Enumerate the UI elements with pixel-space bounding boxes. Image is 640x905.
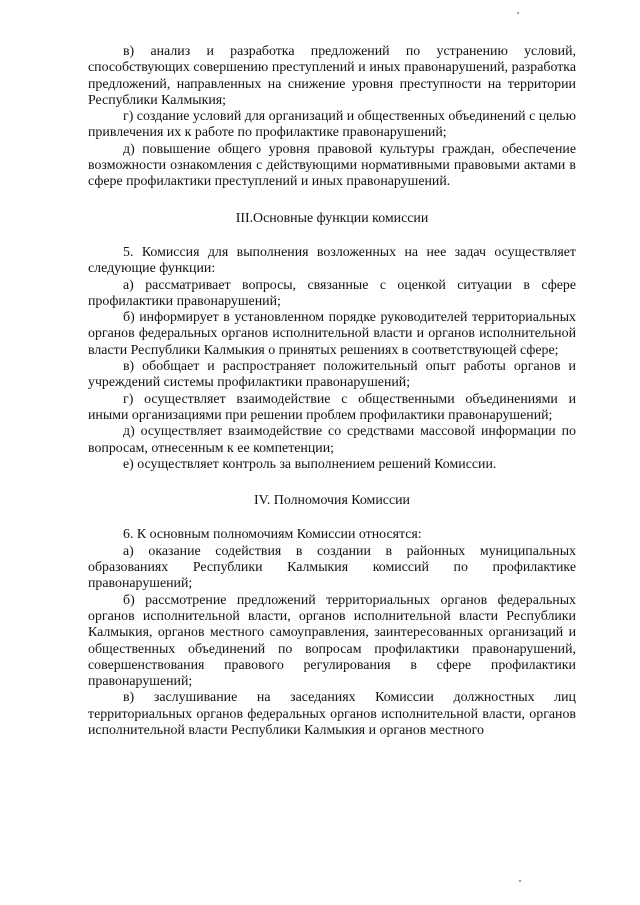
scan-speck	[517, 12, 519, 14]
section-4-heading: IV. Полномочия Комиссии	[254, 493, 410, 509]
paragraph-item-v: в) анализ и разработка предложений по устранению условий, способствующих совершению преступлений и иных правонарушений, разработка предложений, направленных на снижение уровня преступности на территории Республики Калмыкия;	[88, 44, 576, 108]
section-4-item: а) оказание содействия в создании в районных муниципальных образованиях Республики Калмыкия комиссий по профилактике правонарушений;	[88, 543, 576, 592]
section-4-item: в) заслушивание на заседаниях Комиссии должностных лиц территориальных органов федеральных органов исполнительной власти, органов исполнительной власти Республики Калмыкия и органов местного	[88, 690, 576, 738]
section-3-item: а) рассматривает вопросы, связанные с оценкой ситуации в сфере профилактики правонарушений;	[88, 277, 576, 309]
paragraph-item-d: д) повышение общего уровня правовой культуры граждан, обеспечение возможности ознакомления с действующими нормативными правовыми актами в сфере профилактики преступлений и иных правонарушений.	[88, 141, 576, 190]
section-3-item: б) информирует в установленном порядке руководителей территориальных органов федеральных органов исполнительной власти и органов исполнительной власти Республики Калмыкия о принятых решениях в соответствующей сфере;	[88, 310, 576, 358]
section-3-item: г) осуществляет взаимодействие с общественными объединениями и иными организациями при решении проблем профилактики правонарушений;	[88, 391, 576, 423]
scan-speck	[519, 880, 521, 882]
paragraph-item-g: г) создание условий для организаций и общественных объединений с целью привлечения их к работе по профилактике правонарушений;	[88, 109, 576, 141]
section-3-item: д) осуществляет взаимодействие со средствами массовой информации по вопросам, отнесенным к ее компетенции;	[88, 424, 576, 456]
section-3-item: в) обобщает и распространяет положительный опыт работы органов и учреждений системы профилактики правонарушений;	[88, 359, 576, 391]
section-4-item: б) рассмотрение предложений территориальных органов федеральных органов исполнительной власти, органов исполнительной власти Республики Калмыкия, органов местного самоуправления, заинтересованных организаций и общественных объединений по вопросам профилактики правонарушений, совершенствования правового регулирования в сфере профилактики правонарушений;	[88, 592, 576, 690]
section-3-lead: 5. Комиссия для выполнения возложенных на нее задач осуществляет следующие функции:	[88, 244, 576, 277]
section-4-lead: 6. К основным полномочиям Комиссии относятся:	[123, 527, 422, 543]
document-body	[88, 44, 576, 739]
section-3-heading: III.Основные функции комиссии	[235, 210, 429, 226]
section-3-item: е) осуществляет контроль за выполнением решений Комиссии.	[123, 456, 497, 472]
